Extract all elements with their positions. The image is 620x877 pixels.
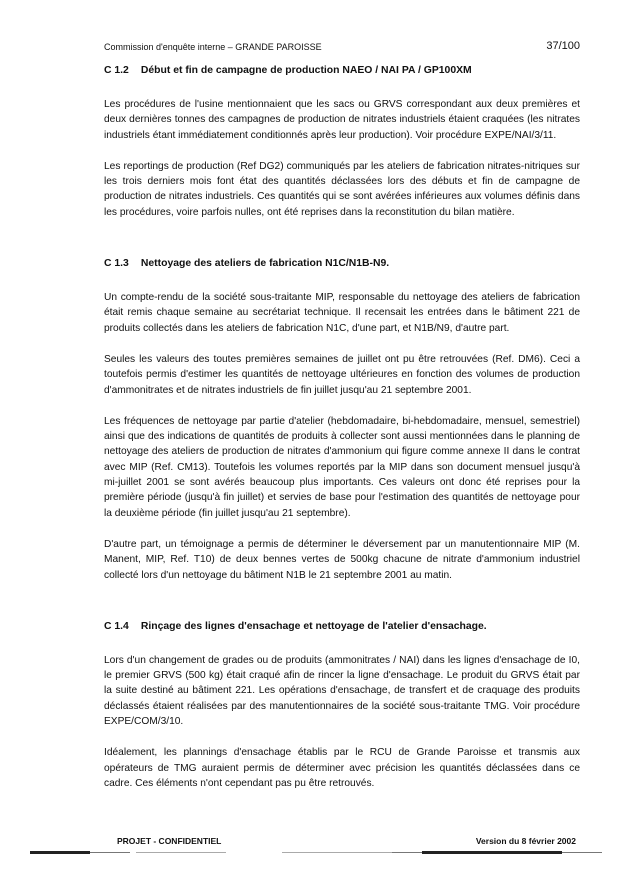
section-title: Rinçage des lignes d'ensachage et nettoyage de l'atelier d'ensachage. <box>140 620 487 632</box>
paragraph: Les reportings de production (Ref DG2) communiqués par les ateliers de fabrication nitrates-nitriques sur les trois derniers mois font état des quantités déclassées lors des débuts et fin de campagne de production de nitrates industriels. Ces quantités qui se sont avérées inférieures aux volumes définis dans les procédures, voire parfois nulles, ont été reprises dans la reconstitution du bilan matière. <box>104 160 580 218</box>
section-heading-c13 <box>104 257 580 271</box>
section-title: Nettoyage des ateliers de fabrication N1C/N1B-N9. <box>140 258 390 270</box>
section-number: C 1.3 <box>104 258 129 270</box>
section-number: C 1.2 <box>104 65 129 76</box>
footer-version: Version du 8 février 2002 <box>475 836 576 846</box>
paragraph: Idéalement, les plannings d'ensachage établis par le RCU de Grande Paroisse et transmis aux opérateurs de TMG auraient permis de déterminer avec précision les quantités déclassées dans ce cadre. Ces éléments n'ont cependant pas pu être retrouvés. <box>104 747 580 789</box>
paragraph: Lors d'un changement de grades ou de produits (ammonitrates / NAI) dans les lignes d'ensachage de I0, le premier GRVS (500 kg) était craqué afin de rincer la ligne d'ensachage. Le produit du GRVS était par la suite destiné au bâtiment 221. Les opérations d'ensachage, de transfert et de craquage des produits déclassés étaient réalisées par des manutentionnaires de la société sous-traitante TMG. Voir procédure EXPE/COM/3/10. <box>104 654 580 728</box>
section-title: Début et fin de campagne de production NAEO / NAI PA / GP100XM <box>140 65 472 76</box>
document-body <box>104 64 580 791</box>
section-heading-c14 <box>104 620 580 634</box>
paragraph: Les fréquences de nettoyage par partie d'atelier (hebdomadaire, bi-hebdomadaire, mensuel, semestriel) ainsi que des indications de quantités de produits à collecter sont aussi mentionnées dans le planning de nettoyage des ateliers de production de nitrates d'ammonium qui figure comme annexe II dans le contrat avec MIP (Ref. CM13). Toutefois les volumes reportés par la MIP dans son document mensuel jusqu'à mi-juillet 2001 se sont avérés beaucoup plus importants. Ces valeurs ont donc été reprises pour la première période (jusqu'à fin juillet) et servies de base pour l'estimation des quantités de nettoyage pour la deuxième période (fin juillet jusqu'au 21 septembre). <box>104 415 580 519</box>
header-page-number: 37/100 <box>546 40 580 52</box>
paragraph: Seules les valeurs des toutes premières semaines de juillet ont pu être retrouvées (Ref. DM6). Ceci a toutefois permis d'estimer les quantités de nettoyage ultérieures en fonction des volumes de production d'ammonitrates et de nitrates industriels de fin juillet jusqu'au 21 septembre 2001. <box>104 353 580 396</box>
section-heading-c12 <box>104 64 580 78</box>
paragraph: Les procédures de l'usine mentionnaient que les sacs ou GRVS correspondant aux deux premières et deux dernières tonnes des campagnes de production de nitrates industriels étaient craquées (les nitrates industriels étant immédiatement conditionnés après leur production). Voir procédure EXPE/NAI/3/11. <box>104 99 580 141</box>
paragraph: Un compte-rendu de la société sous-traitante MIP, responsable du nettoyage des ateliers de fabrication était remis chaque semaine au secrétariat technique. Il recensait les entrées dans le bâtiment 221 de produits collectés dans les ateliers de fabrication N1C, d'une part, et N1B/N9, d'autre part. <box>104 292 580 334</box>
section-number: C 1.4 <box>104 620 129 632</box>
paragraph: D'autre part, un témoignage a permis de déterminer le déversement par un manutentionnaire MIP (M. Manent, MIP, Ref. T10) de deux bennes vertes de 500kg chacune de nitrate d'ammonium industriel collecté lors d'un nettoyage du bâtiment N1B le 21 septembre 2001 au matin. <box>104 538 580 581</box>
footer-confidential: PROJET - CONFIDENTIEL <box>117 836 222 846</box>
scan-artifact-line <box>12 851 608 855</box>
header-commission: Commission d'enquête interne – GRANDE PAROISSE <box>104 42 322 52</box>
